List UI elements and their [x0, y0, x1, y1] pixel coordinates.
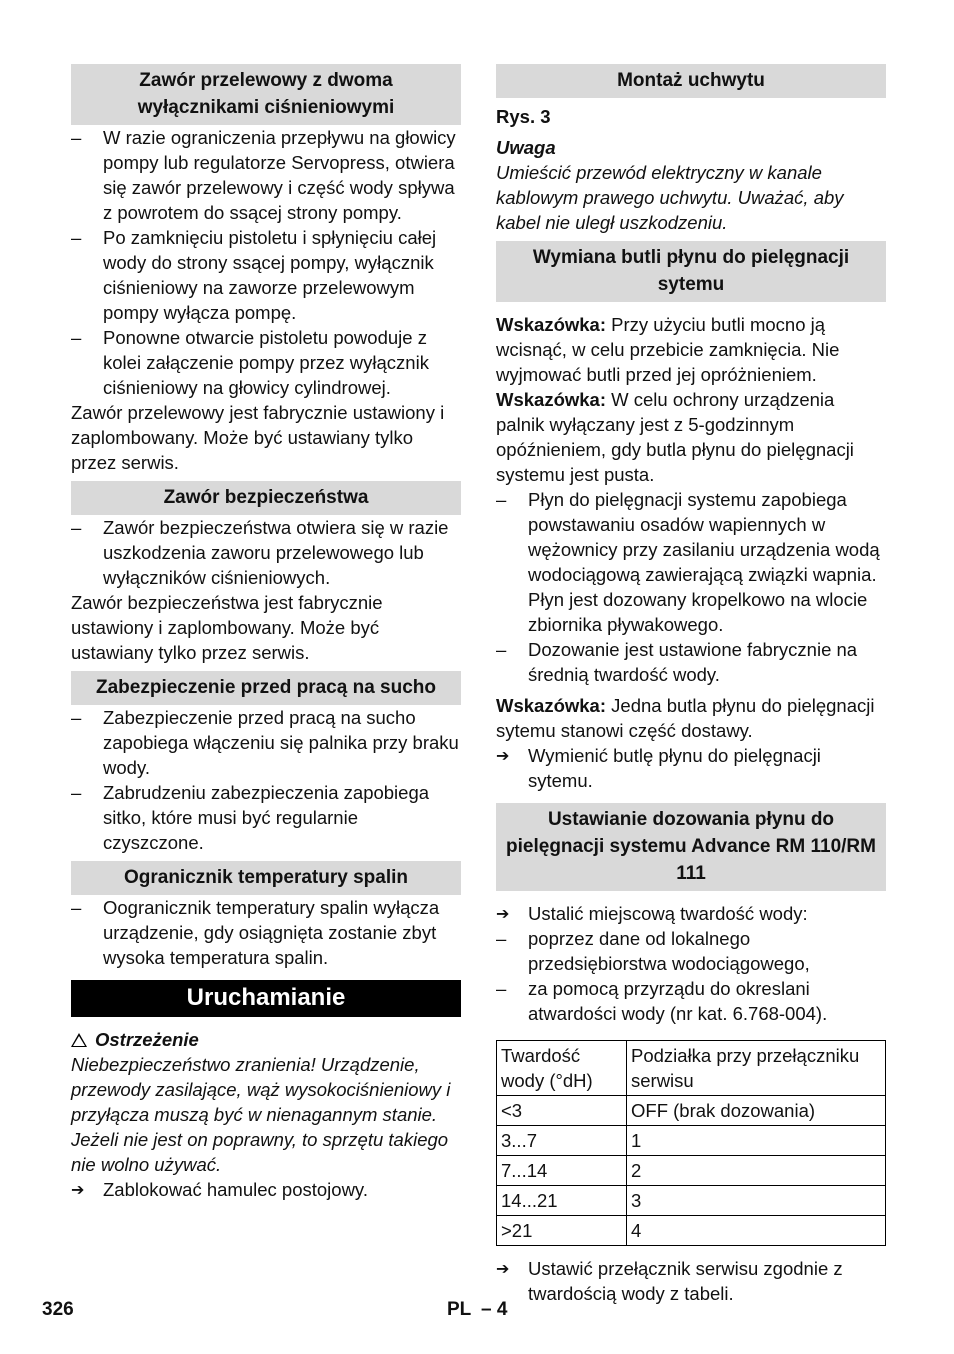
list-item: – Zawór bezpieczeństwa otwiera się w razie uszkodzenia zaworu przelewowego lub wyłączników ciśnieniowych.	[71, 515, 461, 590]
hint-paragraph: Wskazówka: W celu ochrony urządzenia palnik wyłączany jest z 5-godzinnym opóźnieniem, gdy butla płynu do pielęgnacji systemu jest pusta.	[496, 389, 854, 485]
list-item: – Ponowne otwarcie pistoletu powoduje z kolei załączenie pompy przez wyłącznik ciśnieniowy na głowicy cylindrowej.	[71, 325, 461, 400]
list-item: – Dozowanie jest ustawione fabrycznie na średnią twardość wody.	[496, 637, 886, 687]
table-row	[497, 1186, 886, 1216]
list-item: – W razie ograniczenia przepływu na głowicy pompy lub regulatorze Servopress, otwiera się zawór przelewowy i część wody spływa z powrotem do ssącej strony pompy.	[71, 125, 461, 225]
list-item: – Oogranicznik temperatury spalin wyłącza urządzenie, gdy osiągnięta zostanie zbyt wysoka temperatura spalin.	[71, 895, 461, 970]
table-cell: 3...7	[497, 1126, 627, 1156]
hardness-table	[496, 1040, 886, 1246]
section-heading-care-fluid-bottle: Wymiana butli płynu do pielęgnacji sytemu	[496, 241, 886, 302]
section-heading-safety-valve: Zawór bezpieczeństwa	[71, 481, 461, 515]
section-heading-exhaust-limiter: Ogranicznik temperatury spalin	[71, 861, 461, 895]
table-cell: 4	[627, 1216, 886, 1246]
action-step: ➔ Zablokować hamulec postojowy.	[71, 1177, 461, 1202]
page-number: 326	[42, 1299, 74, 1320]
table-cell: <3	[497, 1096, 627, 1126]
table-cell: 7...14	[497, 1156, 627, 1186]
list-item: – Płyn do pielęgnacji systemu zapobiega powstawaniu osadów wapiennych w wężownicy przy zasilaniu urządzenia wodą wodociągową zawierającą związki wapnia. Płyn jest dozowany kropelkowo na wlocie zbiornika pływakowego.	[496, 487, 886, 637]
right-column	[496, 64, 886, 1306]
list-item: – Zabezpieczenie przed pracą na sucho zapobiega włączeniu się palnika przy braku wody.	[71, 705, 461, 780]
section-heading-overflow-valve: Zawór przelewowy z dwoma wyłącznikami ciśnieniowymi	[71, 64, 461, 125]
section-heading-dry-run: Zabezpieczenie przed pracą na sucho	[71, 671, 461, 705]
table-header-row	[497, 1041, 886, 1096]
warning-label: Ostrzeżenie	[71, 1027, 461, 1052]
left-column	[71, 64, 461, 1202]
warning-triangle-icon	[71, 1033, 87, 1047]
table-cell: 3	[627, 1186, 886, 1216]
care-fluid-list	[496, 487, 886, 687]
overflow-valve-paragraph: Zawór przelewowy jest fabrycznie ustawiony i zaplombowany. Może być ustawiany tylko przez serwis.	[71, 402, 445, 473]
dry-run-list	[71, 705, 461, 855]
action-step: ➔ Ustawić przełącznik serwisu zgodnie z twardością wody z tabeli.	[496, 1256, 886, 1306]
table-row	[497, 1096, 886, 1126]
table-row	[497, 1156, 886, 1186]
table-row	[497, 1126, 886, 1156]
action-step: ➔ Wymienić butlę płynu do pielęgnacji sytemu.	[496, 743, 886, 793]
overflow-valve-list	[71, 125, 461, 400]
list-item: – Po zamknięciu pistoletu i spłynięciu całej wody do strony ssącej pompy, wyłącznik ciśnieniowy na zaworze przelewowym pompy wyłącza pompę.	[71, 225, 461, 325]
section-heading-dosing-setting: Ustawianie dozowania płynu do pielęgnacji systemu Advance RM 110/RM 111	[496, 803, 886, 891]
table-cell: >21	[497, 1216, 627, 1246]
safety-valve-paragraph: Zawór bezpieczeństwa jest fabrycznie ustawiony i zaplombowany. Może być ustawiany tylko przez serwis.	[71, 592, 383, 663]
table-row	[497, 1216, 886, 1246]
warning-text: Niebezpieczeństwo zranienia! Urządzenie, przewody zasilające, wąż wysokociśnieniowy i przyłącza muszą być w nienagannym stanie. Jeżeli nie jest on poprawny, to sprzętu takiego nie wolno używać.	[71, 1054, 451, 1175]
action-step: ➔ Ustalić miejscową twardość wody:	[496, 901, 886, 926]
table-cell: 2	[627, 1156, 886, 1186]
chapter-heading-startup: Uruchamianie	[71, 980, 461, 1017]
table-cell: 14...21	[497, 1186, 627, 1216]
section-heading-holder-mount: Montaż uchwytu	[496, 64, 886, 98]
note-label: Uwaga	[496, 137, 556, 158]
figure-reference: Rys. 3	[496, 106, 551, 127]
note-text: Umieścić przewód elektryczny w kanale kablowym prawego uchwytu. Uważać, aby kabel nie uległ uszkodzeniu.	[496, 162, 844, 233]
exhaust-limiter-list	[71, 895, 461, 970]
hint-paragraph: Wskazówka: Przy użyciu butli mocno ją wcisnąć, w celu przebicie zamknięcia. Nie wyjmować butli przed jej opróżnieniem.	[496, 314, 840, 385]
list-item: – za pomocą przyrządu do okreslani atwardości wody (nr kat. 6.768-004).	[496, 976, 886, 1026]
table-cell: 1	[627, 1126, 886, 1156]
list-item: – Zabrudzeniu zabezpieczenia zapobiega sitko, które musi być regularnie czyszczone.	[71, 780, 461, 855]
table-header-cell: Podziałka przy przełączniku serwisu	[627, 1041, 886, 1096]
safety-valve-list	[71, 515, 461, 590]
table-cell: OFF (brak dozowania)	[627, 1096, 886, 1126]
language-code: PL	[447, 1299, 472, 1320]
list-item: – poprzez dane od lokalnego przedsiębiorstwa wodociągowego,	[496, 926, 886, 976]
hint-paragraph: Wskazówka: Jedna butla płynu do pielęgnacji sytemu stanowi część dostawy.	[496, 695, 875, 741]
sub-page-number: – 4	[481, 1299, 508, 1320]
hardness-source-list	[496, 926, 886, 1026]
table-header-cell: Twardość wody (°dH)	[497, 1041, 627, 1096]
